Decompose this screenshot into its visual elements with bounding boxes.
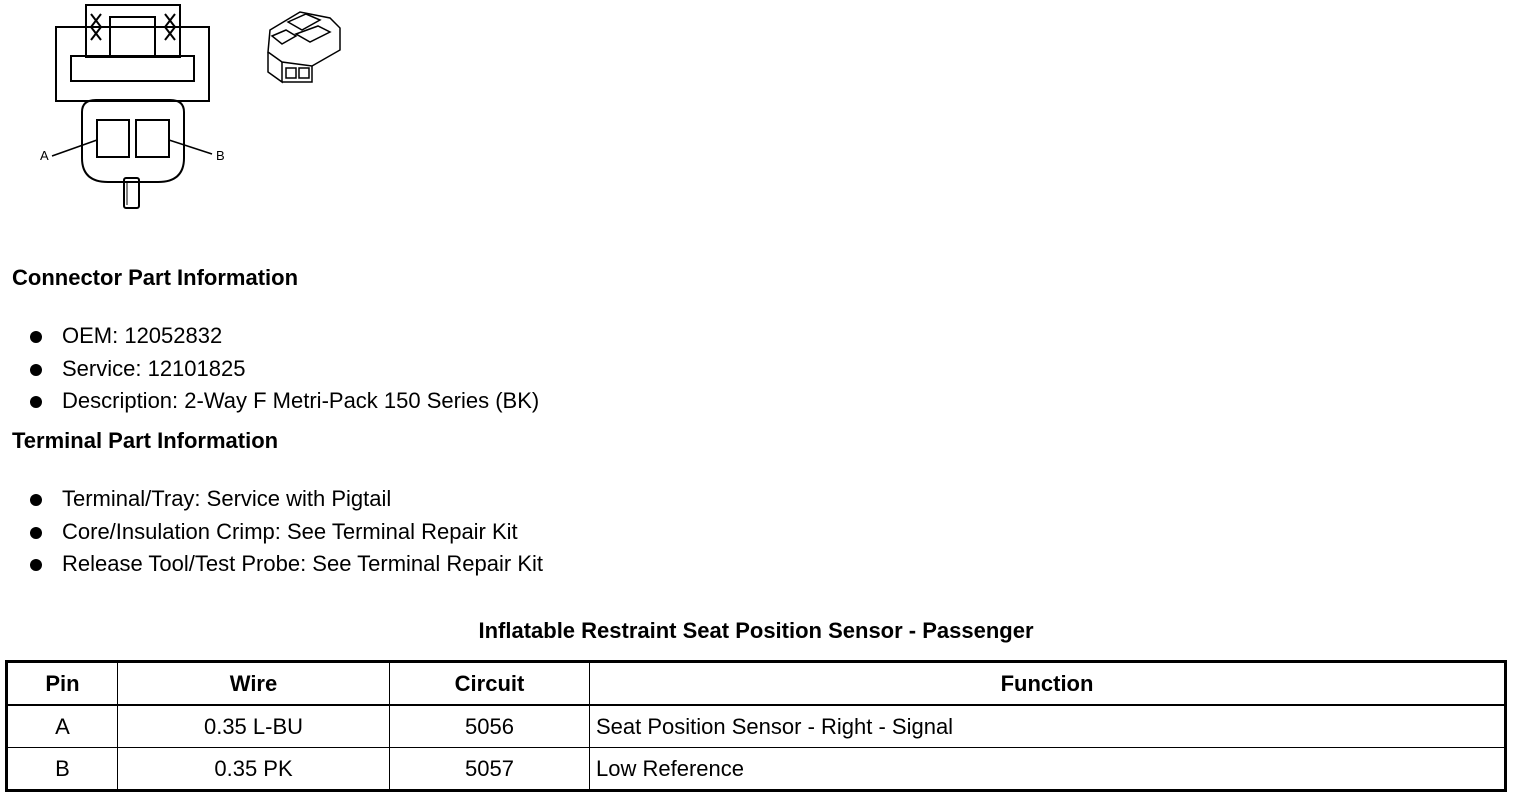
cell-circuit: 5056 bbox=[390, 705, 590, 748]
pinout-table bbox=[5, 660, 1507, 792]
bullet-icon bbox=[30, 527, 42, 539]
list-item bbox=[30, 353, 539, 386]
pin-a-label: A bbox=[40, 148, 49, 163]
table-row bbox=[7, 705, 1506, 748]
cell-wire: 0.35 PK bbox=[118, 748, 390, 791]
core-insulation-crimp: Core/Insulation Crimp: See Terminal Repair Kit bbox=[62, 518, 518, 544]
connector-face-diagram bbox=[0, 0, 360, 220]
cell-function: Low Reference bbox=[590, 748, 1506, 791]
cell-pin: B bbox=[7, 748, 118, 791]
list-item bbox=[30, 483, 543, 516]
cell-pin: A bbox=[7, 705, 118, 748]
header-circuit: Circuit bbox=[390, 662, 590, 706]
bullet-icon bbox=[30, 364, 42, 376]
connector-part-list bbox=[30, 320, 539, 418]
service-number: Service: 12101825 bbox=[62, 355, 246, 381]
bullet-icon bbox=[30, 396, 42, 408]
list-item bbox=[30, 548, 543, 581]
cell-function: Seat Position Sensor - Right - Signal bbox=[590, 705, 1506, 748]
header-pin: Pin bbox=[7, 662, 118, 706]
list-item bbox=[30, 516, 543, 549]
terminal-tray: Terminal/Tray: Service with Pigtail bbox=[62, 486, 392, 511]
terminal-part-info-heading: Terminal Part Information bbox=[12, 428, 279, 453]
table-title: Inflatable Restraint Seat Position Sensor - Passenger bbox=[478, 618, 1034, 643]
list-item bbox=[30, 320, 539, 353]
table-row bbox=[7, 748, 1506, 791]
bullet-icon bbox=[30, 494, 42, 506]
terminal-part-list bbox=[30, 483, 543, 581]
pin-b-label: B bbox=[216, 148, 225, 163]
header-wire: Wire bbox=[118, 662, 390, 706]
release-tool: Release Tool/Test Probe: See Terminal Repair Kit bbox=[62, 551, 543, 576]
bullet-icon bbox=[30, 559, 42, 571]
header-function: Function bbox=[590, 662, 1506, 706]
table-header-row bbox=[7, 662, 1506, 706]
description: Description: 2-Way F Metri-Pack 150 Series (BK) bbox=[62, 388, 540, 413]
connector-part-info-heading: Connector Part Information bbox=[12, 265, 299, 290]
bullet-icon bbox=[30, 331, 42, 343]
cell-circuit: 5057 bbox=[390, 748, 590, 791]
list-item bbox=[30, 385, 539, 418]
cell-wire: 0.35 L-BU bbox=[118, 705, 390, 748]
oem-number: OEM: 12052832 bbox=[62, 323, 223, 348]
